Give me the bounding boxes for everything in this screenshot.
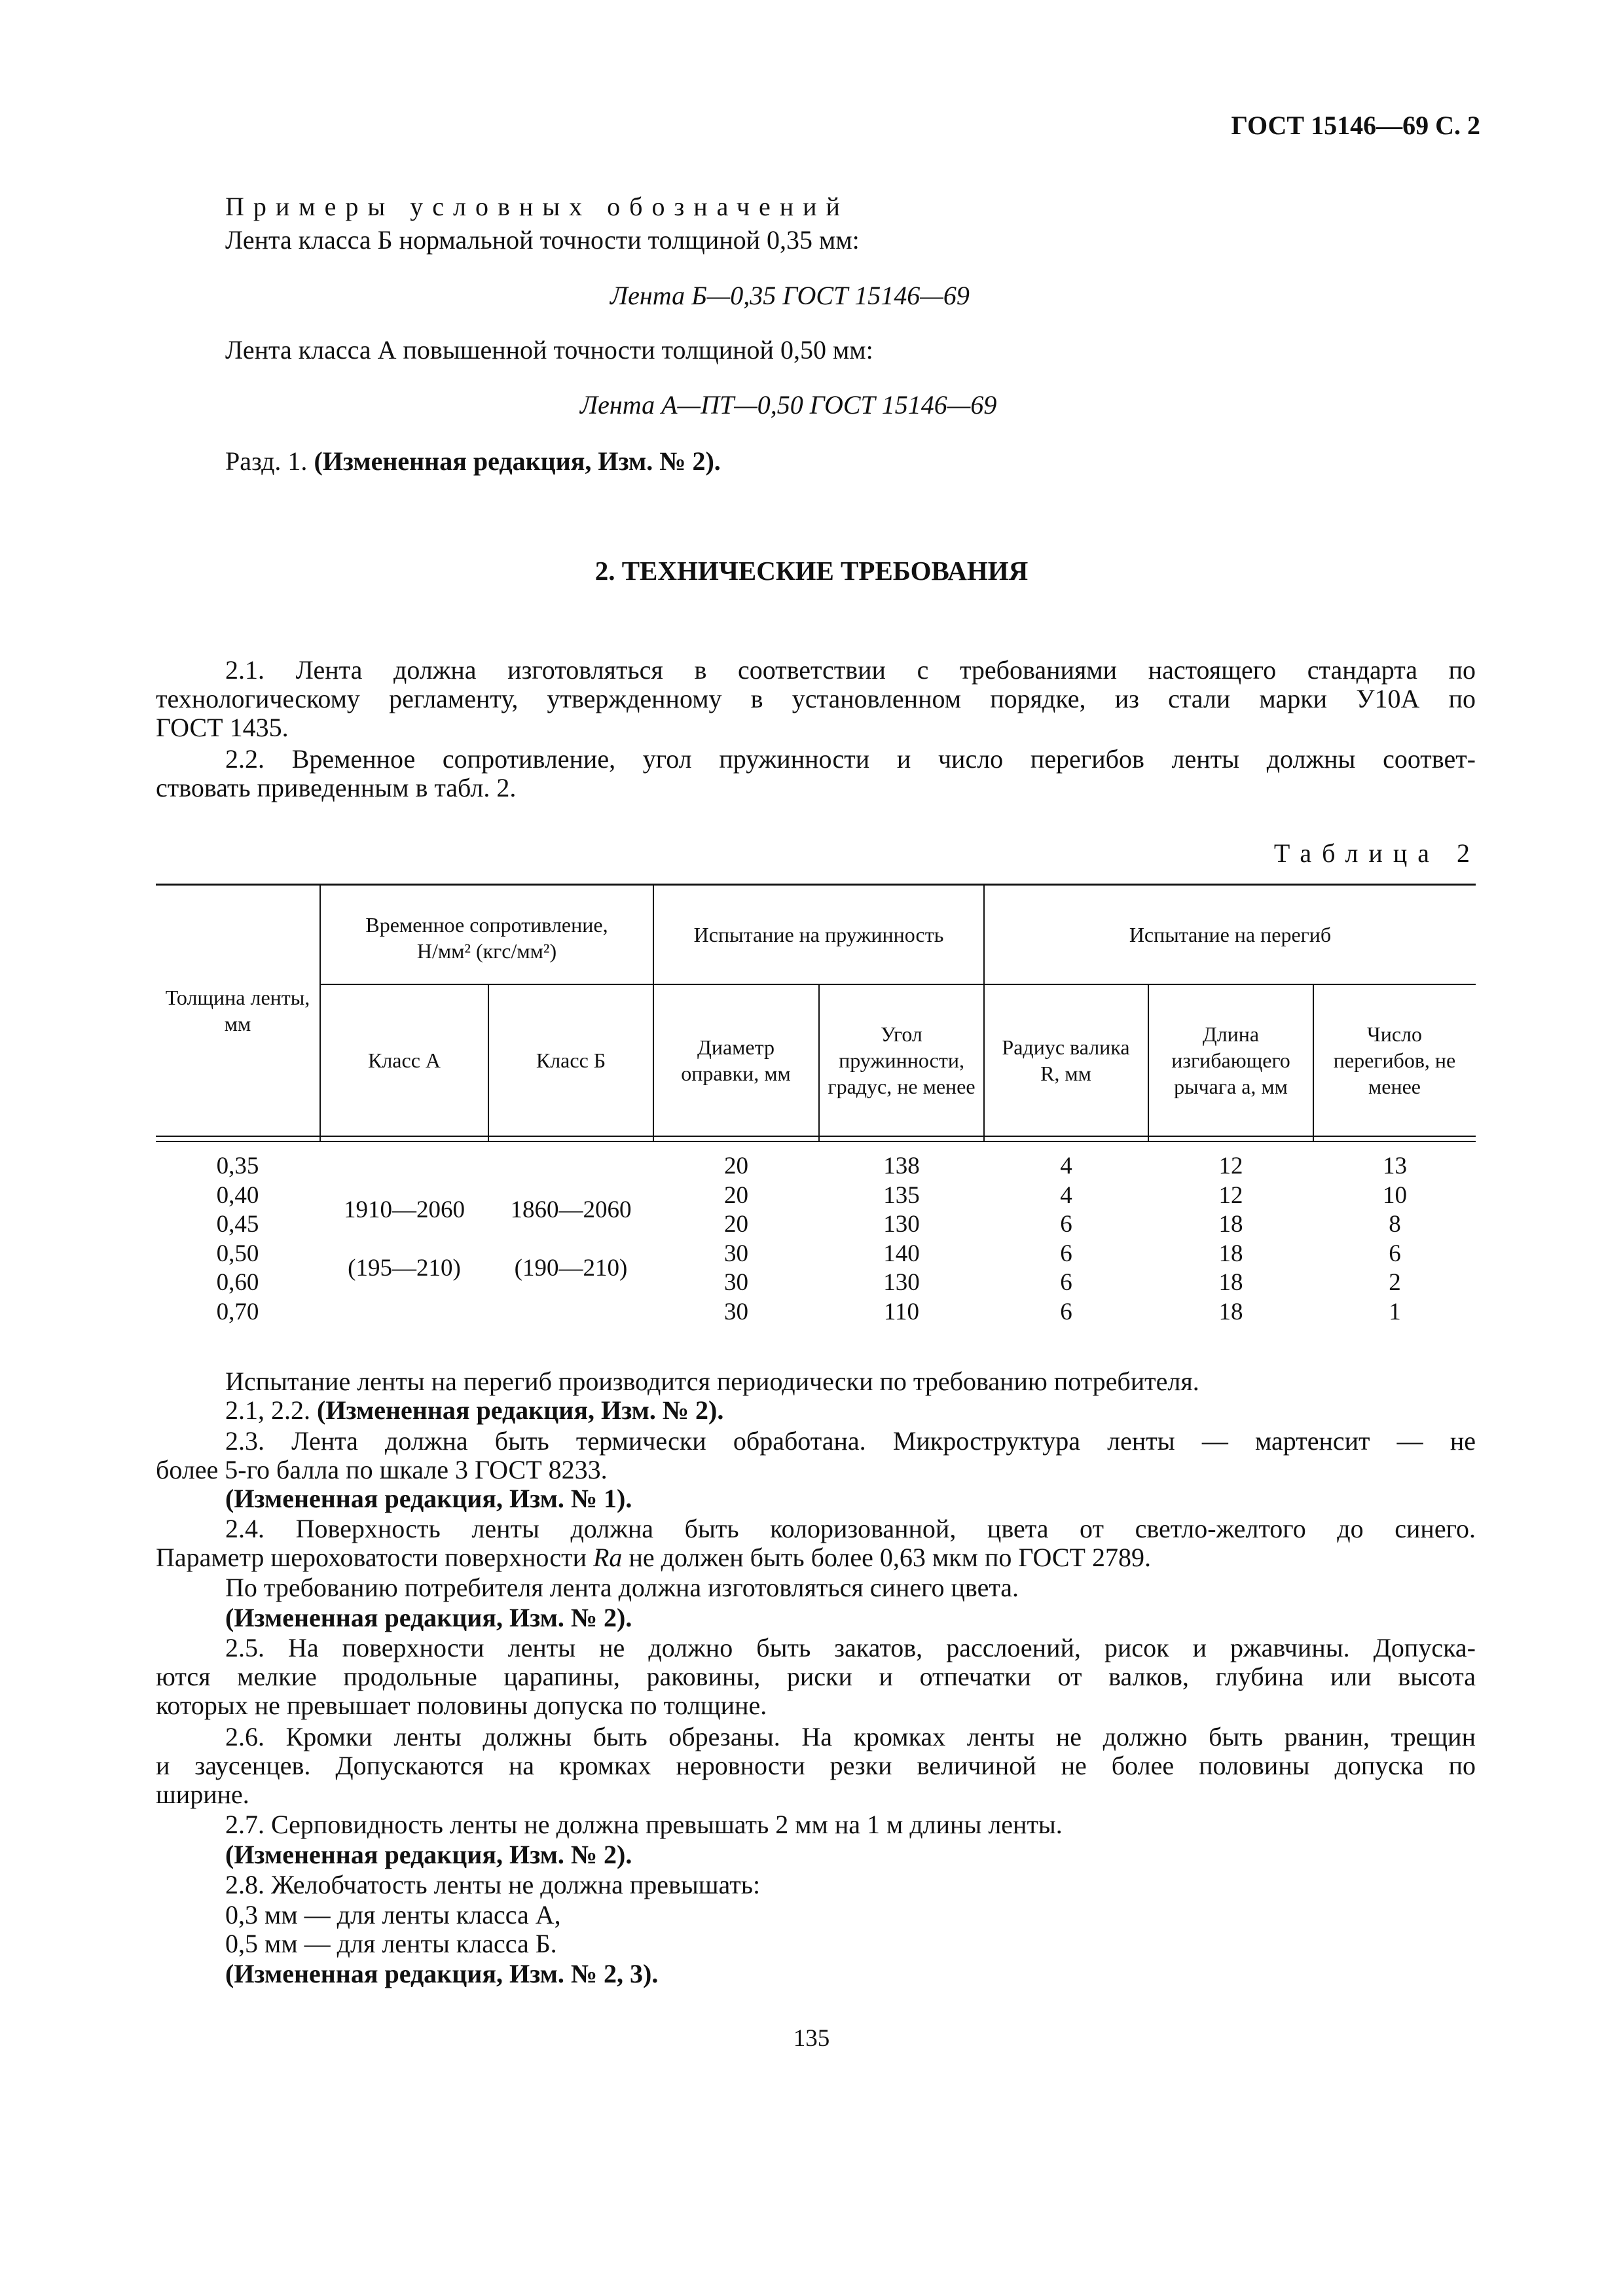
table-caption: Таблица 2	[1273, 838, 1480, 868]
table-cell: 12	[1218, 1153, 1243, 1179]
col-roller-radius	[985, 1152, 1148, 1327]
th-bend-test: Испытание на перегиб	[1129, 923, 1332, 946]
th-bend-count: Число перегибов, не менее	[1333, 1022, 1456, 1098]
col-class-b	[489, 1181, 653, 1297]
table-cell: 6	[1060, 1211, 1072, 1238]
table-cell: 130	[883, 1211, 920, 1238]
table-cell: (195—210)	[348, 1255, 461, 1282]
th-mandrel: Диаметр оправки, мм	[681, 1035, 791, 1085]
table-cell: 20	[724, 1153, 748, 1179]
table-cell: 13	[1383, 1153, 1407, 1179]
table-vline-4	[818, 984, 820, 1141]
table-cell: (190—210)	[514, 1255, 628, 1282]
table-cell: 4	[1060, 1153, 1072, 1179]
col-spring-angle	[820, 1152, 983, 1327]
p2-4-line-2	[156, 1542, 1151, 1573]
p2-1-line-3: ГОСТ 1435.	[156, 713, 289, 742]
table-cell: 30	[724, 1240, 748, 1267]
table-cell: 30	[724, 1269, 748, 1296]
table-cell: 138	[883, 1153, 920, 1179]
table-cell: 2	[1389, 1269, 1401, 1296]
p2-1-line-2: технологическому регламенту, утвержденному в установленном порядке, из стали марки У10А по	[156, 684, 1476, 713]
p2-4-note: (Измененная редакция, Изм. № 2).	[225, 1603, 632, 1632]
table-cell: 8	[1389, 1211, 1401, 1238]
p2-4-line-1: 2.4. Поверхность ленты должна быть колоризованной, цвета от светло-желтого до синего.	[225, 1514, 1476, 1543]
table-cell: 135	[883, 1181, 920, 1209]
p2-1-line-1: 2.1. Лента должна изготовляться в соответствии с требованиями настоящего стандарта по	[225, 655, 1476, 685]
p2-4-line-3: По требованию потребителя лента должна изготовляться синего цвета.	[225, 1573, 1019, 1602]
table-header-rule-2a	[156, 1136, 1476, 1137]
p21-22-note: (Измененная редакция, Изм. № 2).	[317, 1395, 724, 1425]
p2-5-line-1: 2.5. На поверхности ленты не должно быть закатов, расслоений, рисок и ржавчины. Допуска-	[225, 1633, 1476, 1662]
table-cell: 30	[724, 1298, 748, 1325]
table-cell: 18	[1218, 1211, 1243, 1238]
th-thickness: Толщина ленты, мм	[165, 986, 310, 1035]
table-cell: 110	[883, 1298, 920, 1325]
p2-8-note: (Измененная редакция, Изм. № 2, 3).	[225, 1959, 659, 1988]
examples-heading: Примеры условных обозначений	[225, 192, 849, 221]
ra-symbol: Ra	[593, 1543, 623, 1572]
col-bend-count	[1314, 1152, 1476, 1327]
p2-7-note: (Измененная редакция, Изм. № 2).	[225, 1840, 632, 1869]
table-cell: 6	[1389, 1240, 1401, 1267]
p2-2-line-1: 2.2. Временное сопротивление, угол пружинности и число перегибов ленты должны соответ-	[225, 744, 1476, 774]
section-title: 2. ТЕХНИЧЕСКИЕ ТРЕБОВАНИЯ	[594, 556, 1029, 586]
table-cell: 0,50	[216, 1240, 259, 1267]
table-cell: 0,45	[216, 1211, 259, 1238]
th-roller-radius: Радиус валика R, мм	[1002, 1035, 1130, 1085]
th-strength	[321, 902, 653, 974]
table-vline-7	[1313, 984, 1314, 1141]
table-cell: 1910—2060	[344, 1196, 465, 1223]
p2-4-line-2-b: не должен быть более 0,63 мкм по ГОСТ 2789.	[629, 1543, 1151, 1572]
bend-test-note: Испытание ленты на перегиб производится периодически по требованию потребителя.	[225, 1367, 1199, 1396]
table-cell: 18	[1218, 1240, 1243, 1267]
table-cell: 20	[724, 1181, 748, 1209]
th-spring-test: Испытание на пружинность	[693, 923, 944, 946]
table-cell: 130	[883, 1269, 920, 1296]
p2-5-line-2: ются мелкие продольные царапины, раковины, риски и отпечатки от валков, глубина или высота	[156, 1662, 1476, 1691]
page-number: 135	[793, 2025, 830, 2052]
th-strength-top: Временное сопротивление,	[365, 913, 608, 937]
table-cell: 6	[1060, 1298, 1072, 1325]
p2-8-a: 0,3 мм — для ленты класса А,	[225, 1900, 561, 1929]
th-class-a: Класс А	[367, 1049, 441, 1072]
table-cell: 0,35	[216, 1153, 259, 1179]
th-lever-length: Длина изгибающего рычага a, мм	[1171, 1022, 1290, 1098]
p2-6-line-2: и заусенцев. Допускаются на кромках неровности резки величиной не более половины допуска по	[156, 1751, 1476, 1780]
col-mandrel	[654, 1152, 818, 1327]
col-lever-length	[1149, 1152, 1313, 1327]
table-cell: 12	[1218, 1181, 1243, 1209]
p2-2-line-2: ствовать приведенным в табл. 2.	[156, 773, 517, 802]
table-cell: 10	[1383, 1181, 1407, 1209]
p2-6-line-3: ширине.	[156, 1780, 249, 1809]
table-cell: 6	[1060, 1269, 1072, 1296]
p2-8-b: 0,5 мм — для ленты класса Б.	[225, 1929, 557, 1958]
table-cell: 18	[1218, 1269, 1243, 1296]
p21-22-prefix: 2.1, 2.2.	[225, 1395, 310, 1425]
p2-4-line-2-a: Параметр шероховатости поверхности	[156, 1543, 587, 1572]
designation-2: Лента А—ПТ—0,50 ГОСТ 15146—69	[580, 390, 997, 420]
page-header: ГОСТ 15146—69 С. 2	[1231, 111, 1480, 140]
table-cell: 0,60	[216, 1269, 259, 1296]
th-class-b: Класс Б	[536, 1049, 606, 1072]
table-cell: 140	[883, 1240, 920, 1267]
example-line-1: Лента класса Б нормальной точности толщиной 0,35 мм:	[225, 225, 860, 255]
razd-note: (Измененная редакция, Изм. № 2).	[314, 446, 721, 476]
table-cell: 20	[724, 1211, 748, 1238]
table-header-rule-2b	[156, 1141, 1476, 1142]
table-cell: 6	[1060, 1240, 1072, 1267]
p2-5-line-3: которых не превышает половины допуска по толщине.	[156, 1691, 767, 1720]
razd-prefix: Разд. 1.	[225, 446, 308, 476]
p2-3-note: (Измененная редакция, Изм. № 1).	[225, 1484, 632, 1513]
designation-1: Лента Б—0,35 ГОСТ 15146—69	[610, 281, 970, 310]
p2-6-line-1: 2.6. Кромки ленты должны быть обрезаны. На кромках ленты не должно быть рванин, трещин	[225, 1722, 1476, 1751]
table-cell: 1860—2060	[510, 1196, 632, 1223]
example-line-2: Лента класса А повышенной точности толщиной 0,50 мм:	[225, 335, 873, 365]
table-cell: 4	[1060, 1181, 1072, 1209]
p2-8: 2.8. Желобчатость ленты не должна превышать:	[225, 1870, 761, 1899]
p2-3-line-1: 2.3. Лента должна быть термически обработана. Микроструктура ленты — мартенсит — не	[225, 1426, 1476, 1456]
col-class-a	[321, 1181, 488, 1297]
table-cell: 0,70	[216, 1298, 259, 1325]
table-cell: 1	[1389, 1298, 1401, 1325]
col-thickness	[156, 1152, 319, 1327]
razd-note-line	[225, 446, 721, 477]
p2-3-line-2: более 5-го балла по шкале 3 ГОСТ 8233.	[156, 1455, 608, 1484]
th-spring-angle: Угол пружинности, градус, не менее	[828, 1022, 976, 1098]
table-cell: 18	[1218, 1298, 1243, 1325]
th-strength-bottom: Н/мм² (кгс/мм²)	[416, 939, 557, 963]
table-vline-6	[1148, 984, 1149, 1141]
p2-7: 2.7. Серповидность ленты не должна превышать 2 мм на 1 м длины ленты.	[225, 1810, 1063, 1839]
p21-22-note-line	[225, 1395, 723, 1426]
table-cell: 0,40	[216, 1181, 259, 1209]
